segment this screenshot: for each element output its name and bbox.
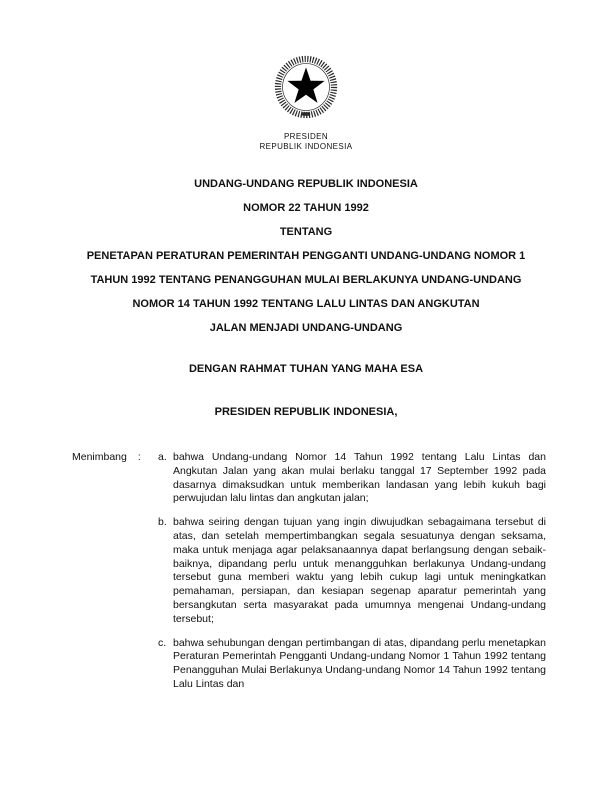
letterhead-org	[0, 132, 612, 152]
title-line-6: NOMOR 14 TAHUN 1992 TENTANG LALU LINTAS DAN ANGKUTAN	[132, 298, 480, 310]
title-line-3: TENTANG	[279, 226, 333, 238]
title-line-4: PENETAPAN PERATURAN PEMERINTAH PENGGANTI UNDANG-UNDANG NOMOR 1	[86, 250, 526, 262]
authority-line: PRESIDEN REPUBLIK INDONESIA,	[214, 406, 398, 418]
invocation-line: DENGAN RAHMAT TUHAN YANG MAHA ESA	[188, 363, 424, 375]
title-block	[0, 178, 612, 418]
letterhead-line-presiden: PRESIDEN	[283, 132, 329, 141]
letterhead	[0, 0, 612, 152]
title-line-1: UNDANG-UNDANG REPUBLIK INDONESIA	[194, 178, 418, 190]
item-text: bahwa seiring dengan tujuan yang ingin diwujudkan sebagaimana tersebut di atas, dan setelah mempertimbangkan segala sesuatunya dengan seksama, maka untuk menjaga agar pelaksanaannya dapat berlangsung dengan sebaik-baiknya, dipandang perlu untuk menangguhkan berlakunya Undang-undang tersebut guna memberi waktu yang lebih cukup lagi untuk meningkatkan pemahaman, persiapan, dan kesiapan segenap aparatur pemerintah yang bersangkutan serta masyarakat pada umumnya mengenai Undang-undang tersebut;	[173, 516, 546, 625]
title-line-2: NOMOR 22 TAHUN 1992	[243, 202, 369, 214]
presidential-emblem-icon	[271, 52, 341, 122]
title-line-5: TAHUN 1992 TENTANG PENANGGUHAN MULAI BERLAKUNYA UNDANG-UNDANG	[90, 274, 522, 286]
menimbang-items	[158, 451, 546, 702]
title-line-7: JALAN MENJADI UNDANG-UNDANG	[209, 322, 403, 334]
menimbang-section	[72, 451, 546, 702]
letterhead-line-republik: REPUBLIK INDONESIA	[259, 142, 353, 151]
item-letter: a.	[158, 451, 167, 463]
item-letter: b.	[158, 516, 167, 529]
item-text: bahwa Undang-undang Nomor 14 Tahun 1992 tentang Lalu Lintas dan Angkutan Jalan yang akan mulai berlaku tanggal 17 September 1992 pada dasarnya dimaksudkan untuk memberikan landasan yang lebih kukuh bagi perwujudan lalu lintas dan angkutan jalan;	[173, 451, 546, 505]
item-text: bahwa sehubungan dengan pertimbangan di atas, dipandang perlu menetapkan Peraturan Pemerintah Pengganti Undang-undang Nomor 1 Tahun 1992 tentang Penangguhan Mulai Berlakunya Undang-undang Nomor 14 Tahun 1992 tentang Lalu Lintas dan	[173, 636, 546, 690]
consideration-item-b	[158, 516, 546, 626]
consideration-item-a	[158, 451, 546, 506]
menimbang-label-column	[72, 451, 158, 702]
menimbang-label: Menimbang	[72, 451, 127, 463]
item-letter: c.	[158, 636, 167, 649]
consideration-item-c	[158, 637, 546, 692]
menimbang-colon: :	[137, 451, 141, 463]
